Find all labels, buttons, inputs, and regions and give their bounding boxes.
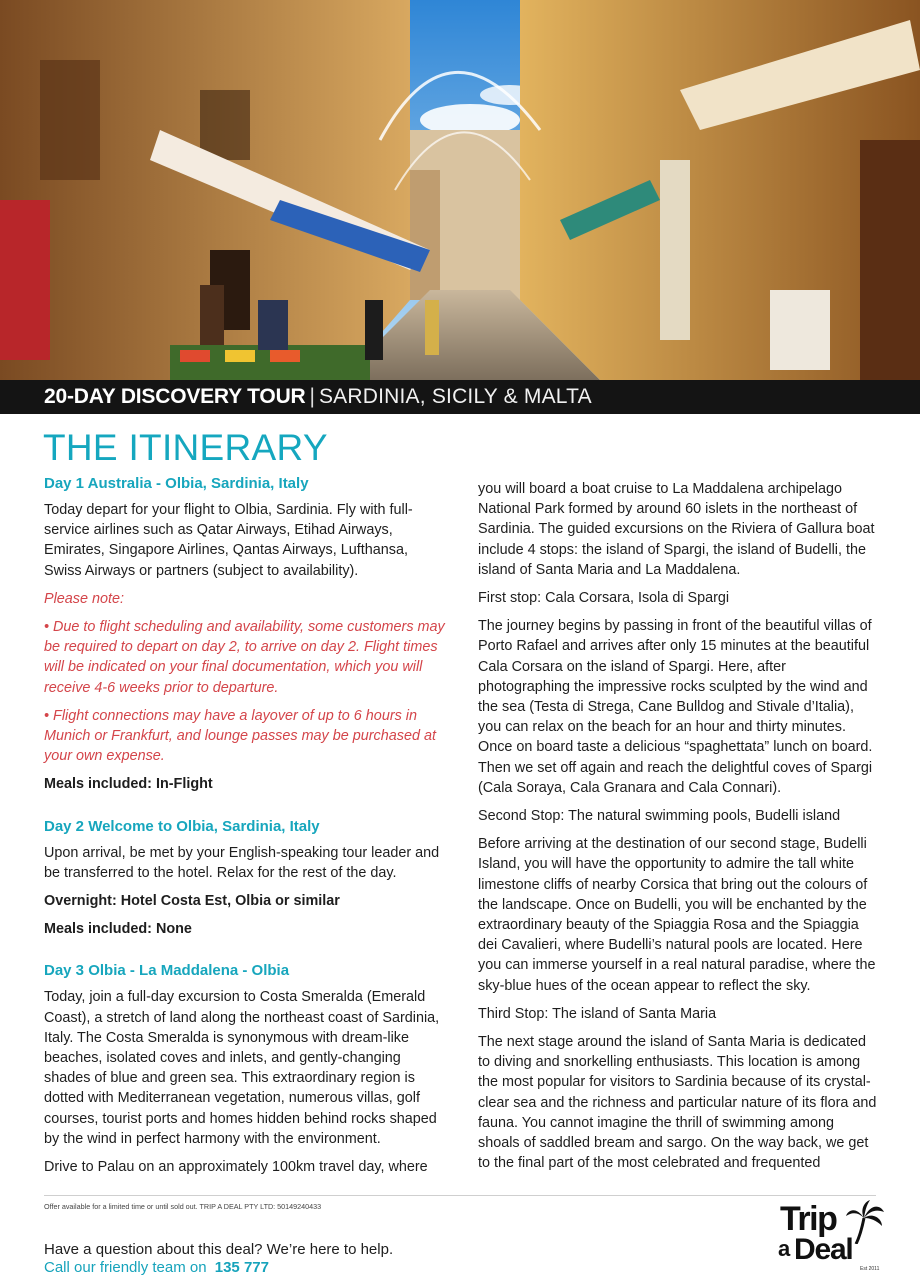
first-stop-heading: First stop: Cala Corsara, Isola di Spargi [478, 590, 730, 607]
logo-a-text: a [778, 1236, 791, 1261]
day1-note-2: • Flight connections may have a layover of up to 6 hours in Munich or Frankfurt, and lounge passes may be purchased at your own expense. [44, 707, 436, 765]
hero-street-scene [0, 0, 920, 380]
footer-question: Have a question about this deal? We’re here to help. [44, 1241, 394, 1258]
day2-text: Upon arrival, be met by your English-speaking tour leader and be transferred to the hotel. Relax for the rest of the day. [44, 844, 440, 881]
day1-note-1: • Due to flight scheduling and availability, some customers may be required to depart on day 2, to arrive on day 2. Flight times will be indicated on your final documentation, which you will receive 4-6 weeks prior to departure. [44, 619, 445, 696]
day3-heading: Day 3 Olbia - La Maddalena - Olbia [44, 962, 290, 980]
itinerary-left-column [44, 474, 448, 1185]
day1-meals: Meals included: In-Flight [44, 776, 213, 793]
day1-text: Today depart for your flight to Olbia, Sardinia. Fly with full-service airlines such as Qatar Airways, Etihad Airways, Emirates, Singapore Airlines, Qantas Airways, Lufthansa, Swiss Airways or partners (subject to availability). [44, 502, 413, 579]
banner-destinations: SARDINIA, SICILY & MALTA [318, 385, 592, 408]
itinerary-right-column [478, 479, 878, 1182]
right-paragraph-1: you will board a boat cruise to La Maddalena archipelago National Park formed by around 60 islets in the northeast of Sardinia. The guided excursions on the Riviera of Gallura boat include 4 stops: the island of Spargi, the island of Budelli, the island of Santa Maria and La Maddalena. [478, 481, 875, 578]
right-paragraph-2: The journey begins by passing in front of the beautiful villas of Porto Rafael and arrives after only 15 minutes at the beautiful Cala Corsara on the island of Spargi. Here, after photographing the impressive rocks sculpted by the wind and the sea (Testa di Strega, Cane Bulldog and Stivale d’Italia), you can relax on the beach for an hour and thirty minutes. Once on board taste a delicious “spaghettata” lunch on board. Then we set off again and reach the delightful coves of Spargi (Cala Soraya, Cala Granara and Cala Connari). [478, 618, 873, 796]
banner-tour-name: 20-DAY DISCOVERY TOUR [44, 385, 306, 408]
palm-tree-icon [844, 1200, 884, 1244]
footer-phone-link[interactable]: 135 777 [214, 1259, 269, 1276]
day3-text-2: Drive to Palau on an approximately 100km travel day, where [44, 1159, 428, 1176]
tour-banner [0, 380, 920, 414]
day2-meals: Meals included: None [44, 921, 192, 938]
second-stop-heading: Second Stop: The natural swimming pools, Budelli island [478, 808, 841, 825]
footer-divider [44, 1195, 876, 1196]
right-paragraph-4: The next stage around the island of Santa Maria is dedicated to diving and snorkelling enthusiasts. This location is among the most popular for visitors to Sardinia because of its crystal-clear sea and the richness and particular nature of its flora and fauna. You cannot imagine the thrill of swimming among shoals of saddled bream and sargo. On the way back, we get to the final part of the most celebrated and frequented [478, 1034, 877, 1172]
day3-text-1: Today, join a full-day excursion to Costa Smeralda (Emerald Coast), a stretch of land along the northeast coast of Sardinia, Italy. The Costa Smeralda is synonymous with dream-like beaches, isolated coves and inlets, and gently-changing shades of blue and green sea. This extraordinary region is dotted with Mediterranean vegetation, numerous villas, golf courses, tourist ports and homes hidden behind rocks shaped by the wind in perfect harmony with the environment. [44, 989, 440, 1147]
footer-call-line [44, 1259, 269, 1276]
footer-call-text: Call our friendly team on [44, 1259, 207, 1276]
footer-fineprint: Offer available for a limited time or until sold out. TRIP A DEAL PTY LTD: 50149240433 [44, 1202, 322, 1211]
hero-image [0, 0, 920, 380]
day2-overnight: Overnight: Hotel Costa Est, Olbia or similar [44, 893, 340, 910]
tripadeal-logo [774, 1200, 884, 1276]
logo-deal-text: Deal [794, 1233, 853, 1266]
banner-separator: | [309, 385, 315, 408]
right-paragraph-3: Before arriving at the destination of our second stage, Budelli Island, you will have the opportunity to admire the tall white limestone cliffs of nearby Corsica that bring out the colours of the landscape. Once on Budelli, you will be enchanted by the extraordinary beauty of the Spiaggia Rosa and the Spiaggia dei Cavalieri, where Budelli’s natural pools are located. Here you can immerse yourself in a real natural paradise, where the sky-blue hues of the ocean appear to reflect the sky. [478, 836, 876, 994]
day2-heading: Day 2 Welcome to Olbia, Sardinia, Italy [44, 817, 320, 835]
day1-heading: Day 1 Australia - Olbia, Sardinia, Italy [44, 475, 309, 492]
logo-est-text: Est 2011 [860, 1266, 880, 1272]
day1-note-label: Please note: [44, 590, 125, 607]
third-stop-heading: Third Stop: The island of Santa Maria [478, 1005, 717, 1022]
itinerary-title: THE ITINERARY [43, 427, 328, 468]
logo-trip-text: Trip [780, 1200, 837, 1238]
